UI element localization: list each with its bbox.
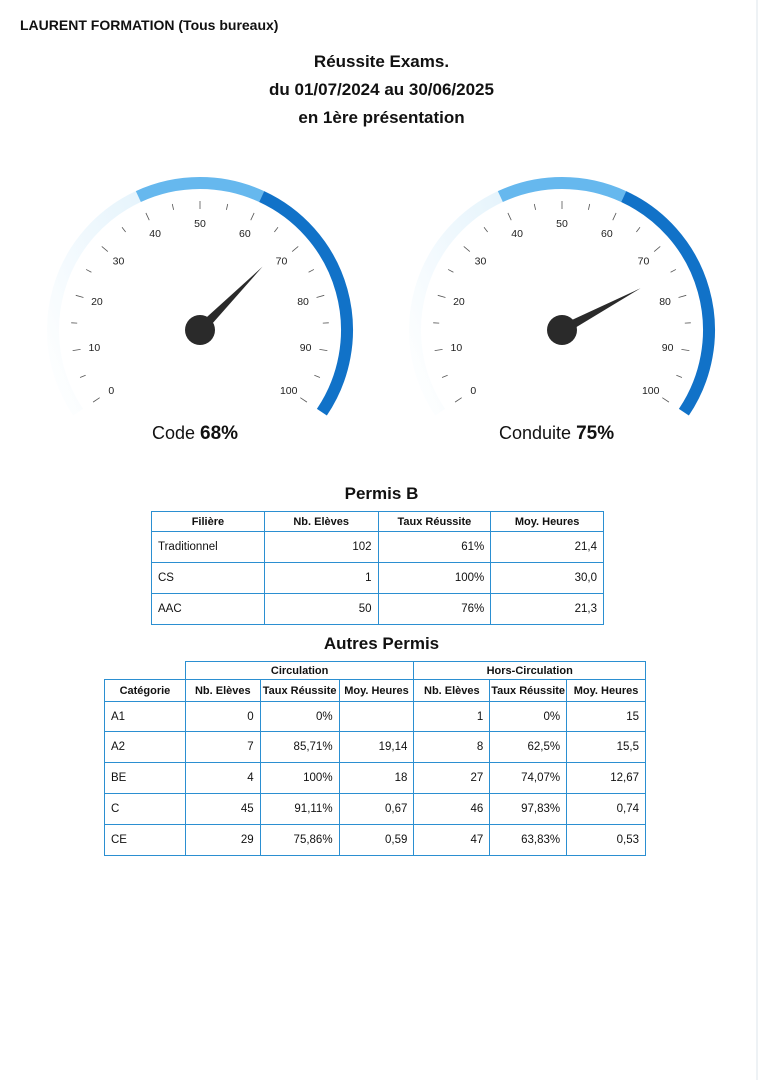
gauge-minor-tick xyxy=(274,227,278,232)
cell: 30,0 xyxy=(491,563,604,594)
gauge-major-tick xyxy=(435,349,443,350)
gauge-code-label xyxy=(152,423,238,445)
cell: 18 xyxy=(339,763,414,794)
gauge-tick-label: 60 xyxy=(601,227,613,240)
permis-b-header-row xyxy=(152,512,604,532)
gauge-tick-label: 0 xyxy=(470,384,477,397)
title-line-1: Réussite Exams. xyxy=(313,52,450,71)
cell: 91,11% xyxy=(260,794,339,825)
title-line-3: en 1ère présentation xyxy=(298,108,465,127)
gauge-tick-label: 40 xyxy=(149,227,161,240)
gauge-conduite-name: Conduite xyxy=(499,423,572,443)
gauge-band-mid xyxy=(500,183,623,197)
col-header-moy-heures: Moy. Heures xyxy=(567,680,646,702)
cell: 0% xyxy=(490,702,567,732)
gauge-major-tick xyxy=(73,349,81,350)
autres-permis-header-row xyxy=(105,680,646,702)
cell: 0% xyxy=(260,702,339,732)
gauge-major-tick xyxy=(613,213,616,220)
gauge-major-tick xyxy=(146,213,149,220)
gauge-needle-hub xyxy=(185,315,215,345)
gauge-tick-label: 70 xyxy=(637,255,650,268)
cell: 74,07% xyxy=(490,763,567,794)
table-row xyxy=(105,732,646,763)
col-header-categorie: Catégorie xyxy=(105,680,186,702)
gauge-major-tick xyxy=(319,349,327,350)
col-header-taux-reussite: Taux Réussite xyxy=(378,512,491,532)
title-line-2: du 01/07/2024 au 30/06/2025 xyxy=(269,80,494,99)
cell: CE xyxy=(105,825,186,856)
gauge-tick-label: 60 xyxy=(239,227,251,240)
cell: 76% xyxy=(378,594,491,625)
cell: 19,14 xyxy=(339,732,414,763)
group-header-spacer xyxy=(105,662,186,680)
col-header-nb-eleves: Nb. Elèves xyxy=(185,680,260,702)
gauge-tick-label: 30 xyxy=(474,255,487,268)
gauge-minor-tick xyxy=(588,204,589,210)
gauge-code-value: 68% xyxy=(200,423,239,444)
gauge-code xyxy=(35,170,365,420)
cell: 15,5 xyxy=(567,732,646,763)
cell: 102 xyxy=(264,532,378,563)
cell: 62,5% xyxy=(490,732,567,763)
table-row xyxy=(105,825,646,856)
cell: 7 xyxy=(185,732,260,763)
gauge-major-tick xyxy=(76,295,84,297)
table-row xyxy=(105,702,646,732)
gauge-minor-tick xyxy=(122,227,126,232)
gauge-minor-tick xyxy=(442,375,448,377)
autres-permis-table xyxy=(104,661,646,856)
gauge-tick-label: 100 xyxy=(641,384,660,397)
cell: 100% xyxy=(260,763,339,794)
report-title xyxy=(0,48,763,132)
gauge-band-mid xyxy=(138,183,261,197)
cell: 97,83% xyxy=(490,794,567,825)
col-header-taux-reussite: Taux Réussite xyxy=(260,680,339,702)
group-header-circulation: Circulation xyxy=(185,662,414,680)
gauge-major-tick xyxy=(292,246,298,251)
gauge-tick-label: 90 xyxy=(661,342,674,355)
gauge-tick-label: 20 xyxy=(453,296,465,309)
cell: A2 xyxy=(105,732,186,763)
gauge-minor-tick xyxy=(309,269,314,272)
gauge-major-tick xyxy=(317,295,325,297)
gauge-minor-tick xyxy=(671,269,676,272)
cell: 21,3 xyxy=(491,594,604,625)
gauge-major-tick xyxy=(300,398,307,402)
cell: 46 xyxy=(414,794,490,825)
cell: 4 xyxy=(185,763,260,794)
table-row xyxy=(152,594,604,625)
gauge-tick-label: 90 xyxy=(299,342,312,355)
gauge-major-tick xyxy=(455,398,462,402)
permis-b-table xyxy=(151,511,604,625)
cell: 0,53 xyxy=(567,825,646,856)
cell xyxy=(339,702,414,732)
gauge-major-tick xyxy=(438,295,446,297)
gauge-minor-tick xyxy=(534,204,535,210)
col-header-taux-reussite: Taux Réussite xyxy=(490,680,567,702)
gauge-minor-tick xyxy=(172,204,173,210)
cell: 50 xyxy=(264,594,378,625)
cell: 0,74 xyxy=(567,794,646,825)
col-header-moy-heures: Moy. Heures xyxy=(491,512,604,532)
table-row xyxy=(105,763,646,794)
gauge-tick-label: 30 xyxy=(112,255,125,268)
cell: 0,67 xyxy=(339,794,414,825)
gauge-major-tick xyxy=(681,349,689,350)
cell: BE xyxy=(105,763,186,794)
cell: 12,67 xyxy=(567,763,646,794)
gauge-needle-hub xyxy=(547,315,577,345)
cell: 27 xyxy=(414,763,490,794)
cell: 21,4 xyxy=(491,532,604,563)
cell: 0,59 xyxy=(339,825,414,856)
gauge-minor-tick xyxy=(676,375,682,377)
gauge-minor-tick xyxy=(86,269,91,272)
gauge-tick-label: 70 xyxy=(275,255,288,268)
cell: 29 xyxy=(185,825,260,856)
gauge-tick-label: 80 xyxy=(297,296,309,309)
gauge-minor-tick xyxy=(636,227,640,232)
gauge-tick-label: 10 xyxy=(450,342,463,355)
cell: 47 xyxy=(414,825,490,856)
gauge-tick-label: 0 xyxy=(108,384,115,397)
gauge-minor-tick xyxy=(314,375,320,377)
cell: 15 xyxy=(567,702,646,732)
cell: 85,71% xyxy=(260,732,339,763)
gauge-minor-tick xyxy=(448,269,453,272)
group-header-hors-circulation: Hors-Circulation xyxy=(414,662,646,680)
cell: AAC xyxy=(152,594,265,625)
gauge-tick-label: 80 xyxy=(659,296,671,309)
cell: 0 xyxy=(185,702,260,732)
cell: 45 xyxy=(185,794,260,825)
cell: 8 xyxy=(414,732,490,763)
permis-b-title: Permis B xyxy=(344,484,419,503)
cell: 75,86% xyxy=(260,825,339,856)
gauge-minor-tick xyxy=(80,375,86,377)
gauge-tick-label: 100 xyxy=(279,384,298,397)
cell: C xyxy=(105,794,186,825)
cell: A1 xyxy=(105,702,186,732)
scan-edge xyxy=(756,0,758,1080)
gauge-code-name: Code xyxy=(152,423,196,443)
col-header-moy-heures: Moy. Heures xyxy=(339,680,414,702)
col-header-filiere: Filière xyxy=(152,512,265,532)
gauge-major-tick xyxy=(464,246,470,251)
gauge-major-tick xyxy=(679,295,687,297)
gauge-conduite xyxy=(397,170,727,420)
cell: 1 xyxy=(414,702,490,732)
gauge-tick-label: 40 xyxy=(511,227,523,240)
gauge-major-tick xyxy=(102,246,108,251)
gauge-conduite-label xyxy=(499,423,614,445)
autres-permis-title: Autres Permis xyxy=(323,634,440,653)
gauge-tick-label: 50 xyxy=(556,218,568,230)
gauge-tick-label: 50 xyxy=(194,218,206,230)
gauge-major-tick xyxy=(93,398,100,402)
table-row xyxy=(105,794,646,825)
gauge-minor-tick xyxy=(484,227,488,232)
gauge-tick-label: 20 xyxy=(91,296,103,309)
col-header-nb-eleves: Nb. Elèves xyxy=(414,680,490,702)
col-header-nb-eleves: Nb. Elèves xyxy=(264,512,378,532)
cell: CS xyxy=(152,563,265,594)
organization-name: LAURENT FORMATION (Tous bureaux) xyxy=(20,17,279,33)
gauge-major-tick xyxy=(251,213,254,220)
gauge-major-tick xyxy=(662,398,669,402)
cell: 1 xyxy=(264,563,378,594)
cell: Traditionnel xyxy=(152,532,265,563)
cell: 63,83% xyxy=(490,825,567,856)
cell: 61% xyxy=(378,532,491,563)
group-header-row xyxy=(105,662,646,680)
gauge-tick-label: 10 xyxy=(88,342,101,355)
gauge-major-tick xyxy=(654,246,660,251)
table-row xyxy=(152,532,604,563)
gauge-conduite-svg xyxy=(397,170,727,420)
table-row xyxy=(152,563,604,594)
gauge-major-tick xyxy=(508,213,511,220)
gauge-minor-tick xyxy=(226,204,227,210)
gauge-conduite-value: 75% xyxy=(576,423,615,444)
gauge-code-svg xyxy=(35,170,365,420)
cell: 100% xyxy=(378,563,491,594)
